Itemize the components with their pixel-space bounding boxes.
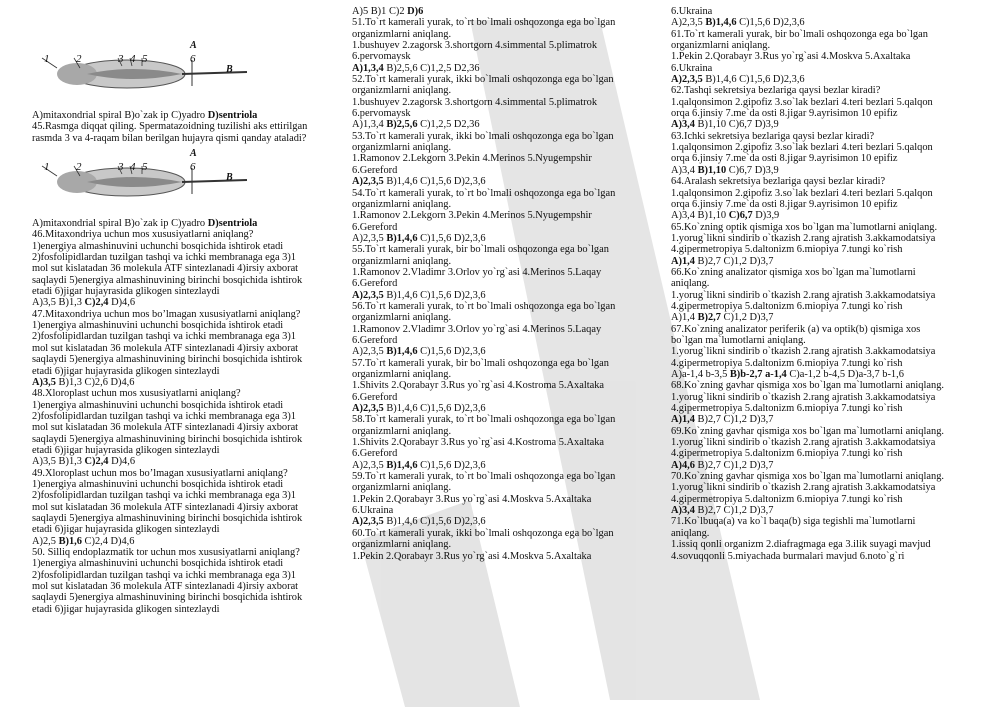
spermatozoid-figure (32, 36, 337, 110)
text-line: 1)energiya almashinuvini uchunchi bosqichida ishtirok etadi (32, 558, 284, 570)
text-line: organizmlarni aniqlang. (671, 40, 771, 52)
correct-answer: D)sentriola (207, 218, 258, 230)
correct-answer: A)1,4 (671, 255, 695, 267)
text-line: 1)energiya almashinuvini uchunchi bosqichida ishtirok etadi (32, 399, 284, 411)
text-line: rasmda 3 va 4-raqam bilan berilgan hujayra qismi qanday ataladi? (32, 132, 307, 144)
text-line: orqa 6.jinsiy 7.me`da osti 8.jigar 9.ayrisimon 10 epifiz (671, 108, 898, 120)
correct-answer: B)2,7 (697, 312, 721, 324)
text-line: 57.To`rt kamerali yurak, bir bo`lmali oshqozonga ega bo`lgan (352, 357, 609, 369)
text-line: A)3,5 B)1,3 C)2,4 D)4,6 (32, 456, 136, 468)
text-line: 67.Ko`zning analizator periferik (a) va optik(b) qismiga xos (671, 323, 921, 335)
correct-answer: D)sentriola (207, 110, 258, 121)
correct-answer: B)1,4,6 (386, 232, 418, 244)
text-line: A)mitaxondrial spiral B)o`zak ip C)yadro D)sentriola (32, 218, 258, 230)
text-line: A)1,3,4 B)2,5,6 C)1,2,5 D2,36 (352, 62, 480, 74)
text-line: A)2,3,5 B)1,4,6 C)1,5,6 D)2,3,6 (352, 459, 486, 471)
text-line: 1.yorug`likni sindirib o`tkazish 2.rang ajratish 3.akkamodatsiya (671, 289, 936, 301)
correct-answer: C)6,7 (728, 210, 753, 222)
correct-answer: A)2,3,5 (352, 289, 384, 301)
text-line: A)5 B)1 C)2 D)6 (352, 6, 424, 17)
text-line: 6.pervomaysk (352, 51, 411, 63)
text-line: 53.To`rt kamerali yurak, ikki bo`lmali oshqozonga ega bo`lgan (352, 130, 614, 142)
text-line: A)2,3,5 B)1,4,6 C)1,5,6 D)2,3,6 (352, 516, 486, 528)
correct-answer: B)b-2,7 a-1,4 (729, 369, 787, 380)
text-line: organizmlarni aniqlang. (352, 312, 452, 324)
correct-answer: A)3,4 (671, 505, 695, 517)
text-line: 1.Pekin 2.Qorabayr 3.Rus yo`rg`asi 4.Moskva 5.Axaltaka (671, 51, 911, 63)
text-line: saqlaydi 5)energiya almashinuvining birinchi bosqichida ishtirok (32, 274, 303, 286)
text-line: 1.qalqonsimon 2.gipofiz 3.so`lak bezlari 4.teri bezlari 5.qalqon (671, 96, 933, 108)
text-line: 58.To`rt kamerali yurak, to`rt bo`lmali oshqozonga ega bo`lgan (352, 414, 616, 426)
text-line: 1)energiya almashinuvini uchunchi bosqichida ishtirok etadi (32, 478, 284, 490)
text-line: 1)energiya almashinuvini uchunchi bosqichida ishtirok etadi (32, 240, 284, 252)
text-line: organizmlarni aniqlang. (352, 425, 452, 437)
text-line: organizmlarni aniqlang. (352, 28, 452, 40)
text-line: 49.Xloroplast uchun mos bo’lmagan xususiyatlarni aniqlang? (32, 467, 288, 479)
text-line: A)3,4 B)1,10 C)6,7 D)3,9 (671, 210, 780, 222)
text-line: A)1,4 B)2,7 C)1,2 D)3,7 (671, 312, 774, 324)
text-line: A)1,3,4 B)2,5,6 C)1,2,5 D2,36 (352, 119, 480, 131)
text-line: 62.Tashqi sekretsiya bezlariga qaysi bezlar kiradi? (671, 85, 881, 97)
figure-label: 3 (118, 161, 124, 174)
text-line: mol sut kislatadan 36 molekula ATF sintezlanadi 4)irsiy axborat (32, 422, 299, 434)
text-line: 1.yorug`likni sindirib o`tkazish 2.rang ajratish 3.akkamodatsiya (671, 346, 936, 358)
text-line: mol sut kislatadan 36 molekula ATF sintezlanadi 4)irsiy axborat (32, 342, 299, 354)
text-line: 45.Rasmga diqqat qiling. Spermatazoidning tuzilishi aks ettirilgan (32, 121, 308, 133)
text-line: 4.sovuqqonli 5.miyachada burmalari mavjud 6.noto`g`ri (671, 550, 905, 562)
text-line: 1.Ramonov 2.Vladimr 3.Orlov yo`rg`asi 4.Merinos 5.Laqay (352, 323, 602, 335)
text-line: 6.Gereford (352, 164, 398, 176)
figure-label: 6 (190, 161, 196, 174)
text-line: 4.gipermetropiya 5.daltonizm 6.miopiya 7.tungi ko`rish (671, 357, 903, 369)
text-line: 71.Ko`lbuqa(a) va ko`l baqa(b) siga tegishli ma`lumotlarni (671, 516, 916, 528)
figure-label: 5 (142, 53, 148, 65)
text-line: organizmlarni aniqlang. (352, 198, 452, 210)
text-line: 1.Pekin 2.Qorabayr 3.Rus yo`rg`asi 4.Moskva 5.Axaltaka (352, 550, 592, 562)
text-line: 2)fosfolipidlardan tuzilgan tashqi va ichki membranaga ega 3)1 (32, 569, 297, 581)
text-line: 1.qalqonsimon 2.gipofiz 3.so`lak bezlari 4.teri bezlari 5.qalqon (671, 142, 933, 154)
text-line: 61.To`rt kamerali yurak, bir bo`lmali oshqozonga ega bo`lgan (671, 28, 928, 40)
text-line: 4.gipermetropiya 5.daltonizm 6.miopiya 7.tungi ko`rish (671, 493, 903, 505)
figure-label: 1 (44, 53, 50, 65)
figure-label: B (226, 172, 233, 184)
figure-label: 4 (130, 161, 136, 174)
text-line: A)4,6 B)2,7 C)1,2 D)3,7 (671, 459, 774, 471)
text-line: orqa 6.jinsiy 7.me`da osti 8.jigar 9.ayrisimon 10 epifiz (671, 153, 898, 165)
correct-answer: B)1,4,6 (386, 459, 418, 471)
text-line: 54.To`rt kamerali yurak, to`rt bo`lmali oshqozonga ega bo`lgan (352, 187, 616, 199)
text-line: A)3,4 B)1,10 C)6,7 D)3,9 (671, 119, 779, 131)
text-line: A)2,3,5 B)1,4,6 C)1,5,6 D)2,3,6 (352, 403, 486, 415)
text-line: aniqlang. (671, 527, 710, 539)
text-line: mol sut kislatadan 36 molekula ATF sintezlanadi 4)irsiy axborat (32, 501, 299, 513)
figure-label: 5 (142, 161, 148, 174)
text-line: 51.To`rt kamerali yurak, to`rt bo`lmali oshqozonga ega bo`lgan (352, 17, 616, 29)
text-line: 2)fosfolipidlardan tuzilgan tashqi va ichki membranaga ega 3)1 (32, 252, 297, 264)
text-line: 4.gipermetropiya 5.daltonizm 6.miopiya 7.tungi ko`rish (671, 403, 903, 415)
text-line: organizmlarni aniqlang. (352, 142, 452, 154)
text-line: 1.issiq qonli organizm 2.diafragmaga ega 3.ilik suyagi mavjud (671, 539, 931, 551)
text-line: A)mitaxondrial spiral B)o`zak ip C)yadro D)sentriola (32, 110, 258, 121)
text-line: 6.Ukraina (352, 505, 394, 517)
text-line: 1.yorug`likni sindirib o`tkazish 2.rang ajratish 3.akkamodatsiya (671, 482, 936, 494)
figure-label: A (190, 148, 197, 160)
text-line: etadi 6)jigar hujayrasida glikogen sintezlaydi (32, 365, 220, 377)
text-line: 6.pervomaysk (352, 108, 411, 120)
text-line: 1.yorug`likni sindirib o`tkazish 2.rang ajratish 3.akkamodatsiya (671, 232, 936, 244)
text-line: organizmlarni aniqlang. (352, 482, 452, 494)
text-line: A)2,3,5 B)1,4,6 C)1,5,6 D)2,3,6 (352, 289, 486, 301)
text-line: organizmlarni aniqlang. (352, 539, 452, 551)
figure-label: 2 (76, 53, 82, 65)
figure-label: 3 (118, 53, 124, 65)
text-line: 70.Ko`zning gavhar qismiga xos bo`lgan ma`lumotlarni aniqlang. (671, 471, 944, 483)
column-3 (671, 6, 976, 562)
text-line: saqlaydi 5)energiya almashinuvining birinchi bosqichida ishtirok (32, 433, 303, 445)
text-line: A)3,4 B)2,7 C)1,2 D)3,7 (671, 505, 774, 517)
text-line: 47.Mitaxondriya uchun mos bo’lmagan xususiyatlarni aniqlang? (32, 308, 301, 320)
text-line: 56.To`rt kamerali yurak, to`rt bo`lmali oshqozonga ega bo`lgan (352, 300, 616, 312)
correct-answer: A)3,4 (671, 119, 695, 131)
text-line: 60.To`rt kamerali yurak, ikki bo`lmali oshqozonga ega bo`lgan (352, 527, 614, 539)
text-line: saqlaydi 5)energiya almashinuvining birinchi bosqichida ishtirok (32, 512, 303, 524)
correct-answer: B)1,6 (58, 535, 82, 547)
text-line: A)3,5 B)1,3 C)2,6 D)4,6 (32, 376, 135, 388)
correct-answer: C)2,4 (84, 456, 109, 468)
text-line: A)2,5 B)1,6 C)2,4 D)4,6 (32, 535, 135, 547)
text-line: A)2,3,5 B)1,4,6 C)1,5,6 D)2,3,6 (352, 232, 486, 244)
text-line: 1.bushuyev 2.zagorsk 3.shortgorn 4.simmental 5.plimatrok (352, 40, 598, 52)
figure-label: B (226, 64, 233, 75)
column-2 (352, 6, 652, 562)
text-line: 4.gipermetropiya 5.daltonizm 6.miopiya 7.tungi ko`rish (671, 300, 903, 312)
text-line: aniqlang. (671, 278, 710, 290)
text-line: 63.Ichki sekretsiya bezlariga qaysi bezlar kiradi? (671, 130, 875, 142)
text-line: etadi 6)jigar hujayrasida glikogen sintezlaydi (32, 286, 220, 298)
text-line: orqa 6.jinsiy 7.me`da osti 8.jigar 9.ayrisimon 10 epifiz (671, 198, 898, 210)
text-line: 1.Ramonov 2.Vladimr 3.Orlov yo`rg`asi 4.Merinos 5.Laqay (352, 266, 602, 278)
text-line: mol sut kislatadan 36 molekula ATF sintezlanadi 4)irsiy axborat (32, 263, 299, 275)
text-line: 2)fosfolipidlardan tuzilgan tashqi va ichki membranaga ega 3)1 (32, 410, 297, 422)
text-line: 6.Gereford (352, 334, 398, 346)
text-line: A)3,5 B)1,3 C)2,4 D)4,6 (32, 297, 136, 309)
text-line: A)2,3,5 B)1,4,6 C)1,5,6 D)2,3,6 (352, 346, 486, 358)
text-line: 4.gipermetropiya 5.daltonizm 6.miopiya 7.tungi ko`rish (671, 448, 903, 460)
correct-answer: A)2,3,5 (352, 176, 384, 188)
figure-label: 6 (190, 53, 196, 65)
text-line: 1.Shivits 2.Qorabayr 3.Rus yo`rg`asi 4.Kostroma 5.Axaltaka (352, 380, 605, 392)
correct-answer: A)2,3,5 (352, 516, 384, 528)
text-line: 66.Ko`zning analizator qismiga xos bo`lgan ma`lumotlarni (671, 266, 916, 278)
text-line: 1.bushuyev 2.zagorsk 3.shortgorn 4.simmental 5.plimatrok (352, 96, 598, 108)
text-line: A)2,3,5 B)1,4,6 C)1,5,6 D)2,3,6 (671, 17, 805, 29)
text-line: 1.Pekin 2.Qorabayr 3.Rus yo`rg`asi 4.Moskva 5.Axaltaka (352, 493, 592, 505)
text-line: A)2,3,5 B)1,4,6 C)1,5,6 D)2,3,6 (352, 176, 486, 188)
text-line: 2)fosfolipidlardan tuzilgan tashqi va ichki membranaga ega 3)1 (32, 331, 297, 343)
text-line: 68.Ko`zning gavhar qismiga xos bo`lgan ma`lumotlarni aniqlang. (671, 380, 944, 392)
text-line: A)1,4 B)2,7 C)1,2 D)3,7 (671, 255, 774, 267)
spermatozoid-figure (32, 144, 337, 218)
text-line: mol sut kislatadan 36 molekula ATF sintezlanadi 4)irsiy axborat (32, 581, 299, 593)
text-line: 50. Silliq endoplazmatik tor uchun mos xususiyatlarni aniqlang? (32, 547, 300, 558)
text-line: 59.To`rt kamerali yurak, to`rt bo`lmali oshqozonga ega bo`lgan (352, 471, 616, 483)
text-line: 6.Ukraina (671, 62, 713, 74)
correct-answer: B)1,10 (697, 164, 727, 176)
text-line: 1)energiya almashinuvini uchunchi bosqichida ishtirok etadi (32, 320, 284, 332)
text-line: 6.Gereford (352, 221, 398, 233)
text-line: 2)fosfolipidlardan tuzilgan tashqi va ichki membranaga ega 3)1 (32, 490, 297, 502)
text-line: organizmlarni aniqlang. (352, 369, 452, 380)
text-line: 46.Mitaxondriya uchun mos xususiyatlarni aniqlang? (32, 229, 254, 241)
correct-answer: A)1,3,4 (352, 62, 384, 74)
text-line: etadi 6)jigar hujayrasida glikogen sintezlaydi (32, 524, 220, 536)
figure-label: 4 (130, 53, 136, 65)
text-line: 1.Shivits 2.Qorabayr 3.Rus yo`rg`asi 4.Kostroma 5.Axaltaka (352, 437, 605, 449)
text-line: 6.Ukraina (671, 6, 713, 17)
correct-answer: C)2,4 (84, 297, 109, 309)
text-line: 48.Xloroplast uchun mos xususiyatlarni aniqlang? (32, 388, 241, 400)
text-line: etadi 6)jigar hujayrasida glikogen sintezlaydi (32, 603, 220, 615)
text-line: 6.Gereford (352, 448, 398, 460)
figure-label: A (190, 40, 197, 51)
text-line: 6.Gereford (352, 278, 398, 290)
text-line: 1.yorug`likni sindirib o`tkazish 2.rang ajratish 3.akkamodatsiya (671, 391, 936, 403)
text-line: 1.qalqonsimon 2.gipofiz 3.so`lak bezlari 4.teri bezlari 5.qalqon (671, 187, 933, 199)
text-line: 1.Ramonov 2.Lekgorn 3.Pekin 4.Merinos 5.Nyugempshir (352, 210, 592, 222)
text-line: organizmlarni aniqlang. (352, 85, 452, 97)
figure-label: 1 (44, 161, 50, 174)
correct-answer: B)1,4,6 (705, 17, 737, 29)
correct-answer: A)2,3,5 (671, 74, 703, 86)
text-line: saqlaydi 5)energiya almashinuvining birinchi bosqichida ishtirok (32, 592, 303, 604)
text-line: 4.gipermetropiya 5.daltonizm 6.miopiya 7.tungi ko`rish (671, 244, 903, 256)
text-line: 6.Gereford (352, 391, 398, 403)
correct-answer: A)4,6 (671, 459, 695, 471)
text-line: 1.Ramonov 2.Lekgorn 3.Pekin 4.Merinos 5.Nyugempshir (352, 153, 592, 165)
text-line: 55.To`rt kamerali yurak, bir bo`lmali oshqozonga ega bo`lgan (352, 244, 609, 256)
text-line: 65.Ko`zning optik qismiga xos bo`lgan ma`lumotlarni aniqlang. (671, 221, 938, 233)
column-1 (32, 6, 337, 615)
text-line: bo`lgan ma`lumotlarni aniqlang. (671, 334, 806, 346)
text-line: 69.Ko`zning gavhar qismiga xos bo`lgan ma`lumotlarni aniqlang. (671, 425, 944, 437)
figure-label: 2 (76, 161, 82, 174)
correct-answer: B)1,4,6 (386, 346, 418, 358)
text-line: A)3,4 B)1,10 C)6,7 D)3,9 (671, 164, 779, 176)
text-line: organizmlarni aniqlang. (352, 255, 452, 267)
text-line: etadi 6)jigar hujayrasida glikogen sintezlaydi (32, 444, 220, 456)
correct-answer: B)2,5,6 (386, 119, 418, 131)
correct-answer: A)1,4 (671, 414, 695, 426)
text-line: 1.yorug`likni sindirib o`tkazish 2.rang ajratish 3.akkamodatsiya (671, 437, 936, 449)
text-line: saqlaydi 5)energiya almashinuvining birinchi bosqichida ishtirok (32, 354, 303, 366)
correct-answer: A)2,3,5 (352, 403, 384, 415)
text-line: A)a-1,4 b-3,5 B)b-2,7 a-1,4 C)a-1,2 b-4,5 D)a-3,7 b-1,6 (671, 369, 904, 380)
correct-answer: D)6 (407, 6, 424, 17)
text-line: A)1,4 B)2,7 C)1,2 D)3,7 (671, 414, 774, 426)
text-line: A)2,3,5 B)1,4,6 C)1,5,6 D)2,3,6 (671, 74, 805, 86)
correct-answer: A)3,5 (32, 376, 56, 388)
text-line: 52.To`rt kamerali yurak, ikki bo`lmali oshqozonga ega bo`lgan (352, 74, 614, 86)
text-line: 64.Aralash sekretsiya bezlariga qaysi bezlar kiradi? (671, 176, 886, 188)
